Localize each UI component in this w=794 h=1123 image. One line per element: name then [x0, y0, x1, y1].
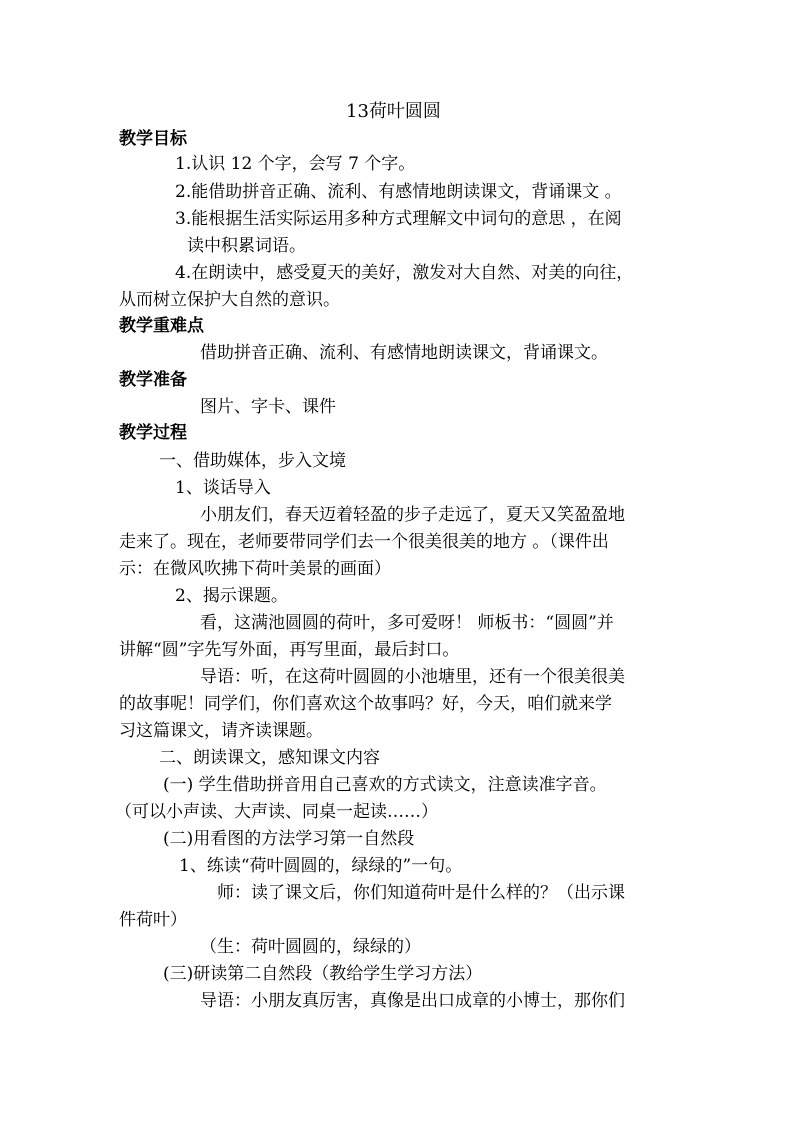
preparation-line: 图片、字卡、课件	[200, 397, 336, 417]
process-line: （生：荷叶圆圆的，绿绿的）	[200, 937, 421, 957]
process-line: (二)用看图的方法学习第一自然段	[163, 829, 415, 849]
goal-line: 1.认识 12 个字，会写 7 个字。	[175, 154, 416, 174]
goal-line: 读中积累词语。	[187, 236, 306, 256]
process-line: (三)研读第二自然段（教给学生学习方法）	[163, 964, 483, 984]
process-line: 2、揭示课题。	[175, 586, 288, 606]
goal-line: 4.在朗读中，感受夏天的美好，激发对大自然、对美的向往，	[175, 263, 634, 283]
key-point-line: 借助拼音正确、流利、有感情地朗读课文，背诵课文。	[200, 343, 608, 363]
process-line: 师：读了课文后，你们知道荷叶是什么样的？（出示课	[217, 883, 625, 903]
goal-line: 从而树立保护大自然的意识。	[119, 290, 340, 310]
process-line: 1、练读“荷叶圆圆的，绿绿的”一句。	[179, 856, 463, 876]
section-heading-goals: 教学目标	[119, 129, 187, 149]
process-line: 的故事呢！同学们，你们喜欢这个故事吗？好，今天，咱们就来学	[119, 694, 612, 714]
process-line: 导语：听，在这荷叶圆圆的小池塘里，还有一个很美很美	[200, 667, 625, 687]
goal-line: 3.能根据生活实际运用多种方式理解文中词句的意思 ，在阅	[175, 209, 622, 229]
process-line: 看，这满池圆圆的荷叶，多可爱呀！ 师板书：“圆圆”并	[200, 613, 614, 633]
process-line: 件荷叶）	[119, 910, 187, 930]
process-line: 小朋友们，春天迈着轻盈的步子走远了，夏天又笑盈盈地	[200, 505, 625, 525]
process-line: 走来了。现在，老师要带同学们去一个很美很美的地方 。（课件出	[119, 532, 609, 552]
process-line: 1、谈话导入	[175, 478, 271, 498]
section-heading-process: 教学过程	[119, 423, 187, 443]
process-line: 讲解“圆”字先写外面，再写里面，最后封口。	[119, 640, 460, 660]
section-heading-key-points: 教学重难点	[119, 316, 204, 336]
process-line: (一) 学生借助拼音用自己喜欢的方式读文，注意读准字音。	[163, 775, 607, 795]
goal-line: 2.能借助拼音正确、流利、有感情地朗读课文，背诵课文 。	[175, 182, 622, 202]
process-line: 一、借助媒体，步入文境	[159, 451, 346, 471]
process-line: 导语：小朋友真厉害，真像是出口成章的小博士，那你们	[200, 991, 625, 1011]
process-line: 示：在微风吹拂下荷叶美景的画面）	[119, 559, 391, 579]
process-line: （可以小声读、大声读、同桌一起读……）	[115, 802, 438, 822]
process-line: 二、朗读课文，感知课文内容	[159, 748, 380, 768]
section-heading-preparation: 教学准备	[119, 370, 187, 390]
page-title: 13荷叶圆圆	[346, 101, 441, 122]
process-line: 习这篇课文，请齐读课题。	[119, 721, 323, 741]
